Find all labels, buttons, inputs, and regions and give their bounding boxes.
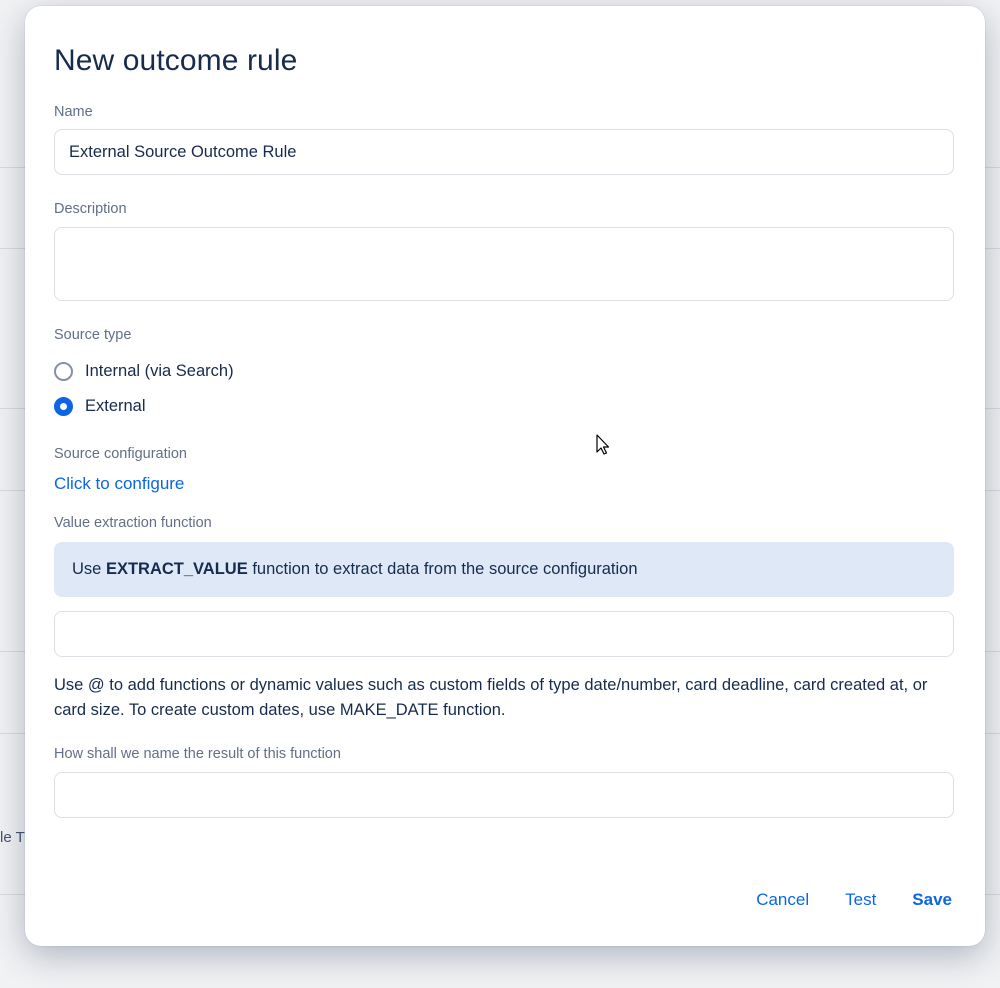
- source-configuration-label: Source configuration: [54, 446, 187, 463]
- new-outcome-rule-dialog: [25, 6, 985, 946]
- save-button[interactable]: Save: [908, 884, 956, 916]
- radio-unselected-icon: [54, 362, 73, 381]
- radio-internal-via-search[interactable]: [54, 354, 956, 389]
- value-extraction-input[interactable]: [54, 611, 954, 657]
- radio-selected-icon: [54, 397, 73, 416]
- dialog-actions: [752, 884, 956, 916]
- result-name-input[interactable]: [54, 772, 954, 818]
- source-type-label: Source type: [54, 326, 132, 343]
- hint-function-name: EXTRACT_VALUE: [105, 559, 248, 578]
- hint-suffix: function to extract data from the source configuration: [247, 559, 638, 578]
- test-button[interactable]: Test: [841, 884, 880, 916]
- background-partial-label: le T: [0, 829, 25, 846]
- name-field-label: Name: [54, 104, 93, 120]
- dialog-title: New outcome rule: [54, 44, 298, 77]
- click-to-configure-link[interactable]: Click to configure: [54, 473, 185, 493]
- radio-external[interactable]: [54, 389, 956, 424]
- hint-prefix: Use: [72, 559, 106, 578]
- description-input[interactable]: [54, 227, 954, 301]
- result-name-label: How shall we name the result of this function: [54, 746, 341, 763]
- source-type-radio-group: [54, 354, 956, 424]
- value-extraction-helper-text: Use @ to add functions or dynamic values such as custom fields of type date/number, card deadline, card created at, or card size. To create custom dates, use MAKE_DATE function.: [54, 675, 928, 719]
- cancel-button[interactable]: Cancel: [752, 884, 813, 916]
- description-field-label: Description: [54, 201, 127, 218]
- radio-internal-label: Internal (via Search): [85, 362, 234, 381]
- extract-value-hint-banner: [54, 542, 954, 597]
- name-input[interactable]: [54, 129, 954, 175]
- value-extraction-function-label: Value extraction function: [54, 514, 212, 531]
- radio-external-label: External: [85, 397, 146, 416]
